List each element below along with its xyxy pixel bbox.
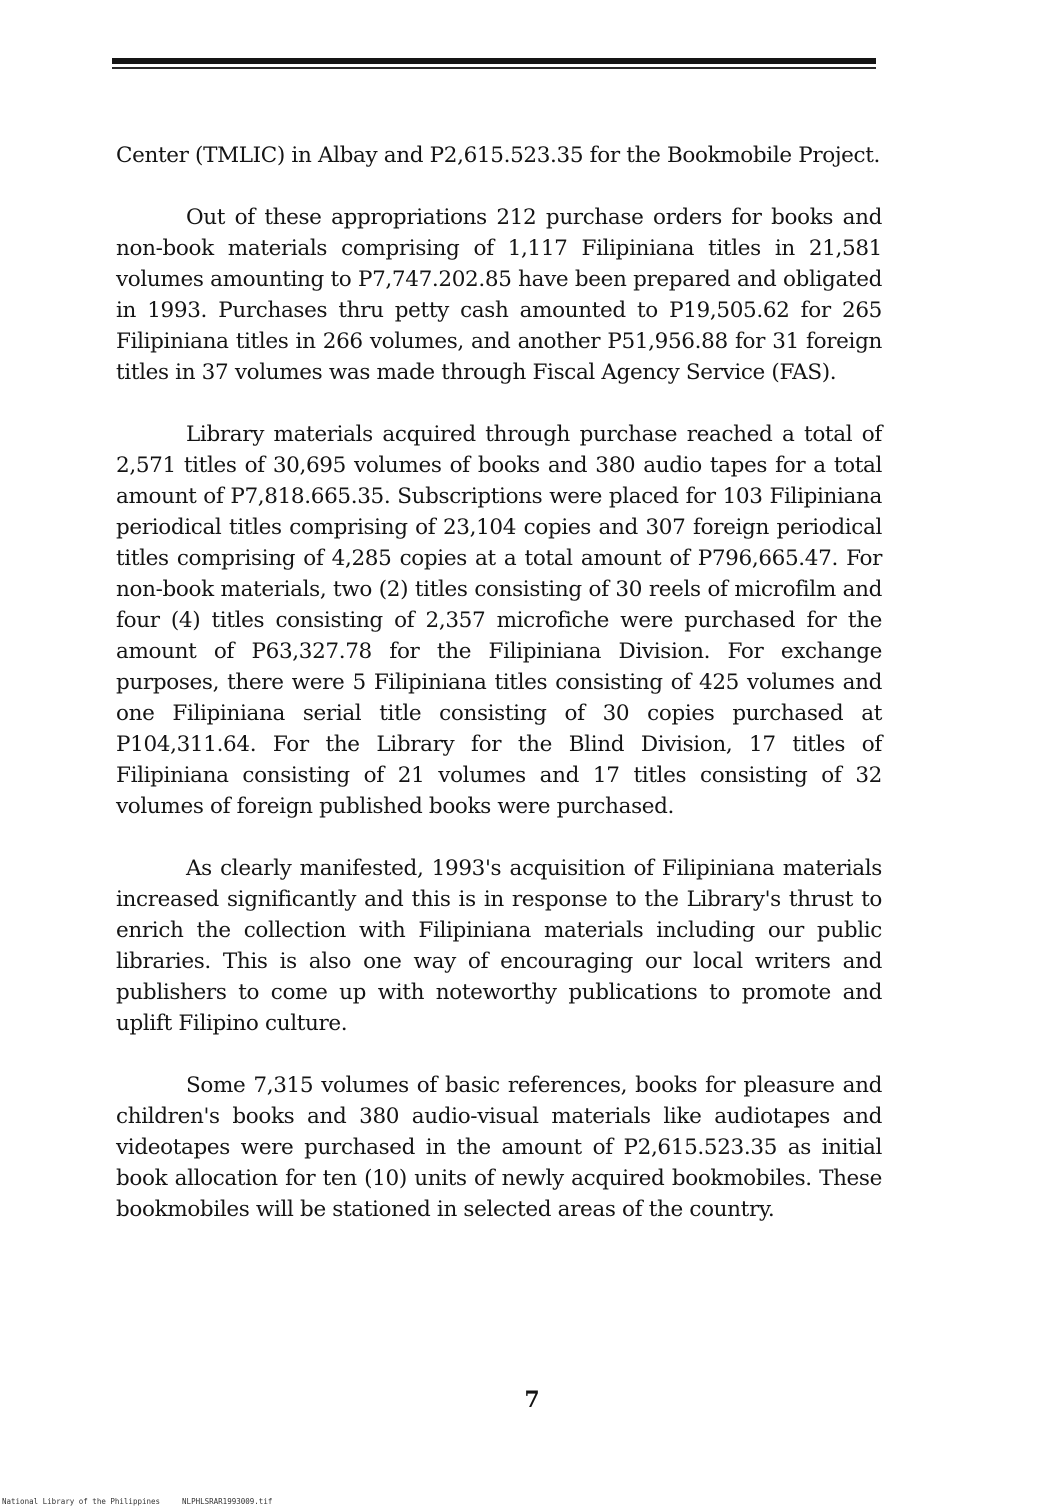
footer-filename: NLPHLSRAR1993009.tif xyxy=(182,1497,273,1506)
paragraph-library-materials: Library materials acquired through purchase reached a total of 2,571 titles of 30,695 volumes of books and 380 audio tapes for a total amount of P7,818.665.35. Subscriptions were placed for 103 Filipiniana periodical titles comprising of 23,104 copies and 307 foreign periodical titles comprising of 4,285 copies at a total amount of P796,665.47. For non-book materials, two (2) titles consisting of 30 reels of microfilm and four (4) titles consisting of 2,357 microfiche were purchased for the amount of P63,327.78 for the Filipiniana Division. For exchange purposes, there were 5 Filipiniana titles consisting of 425 volumes and one Filipiniana serial title consisting of 30 copies purchased at P104,311.64. For the Library for the Blind Division, 17 titles of Filipiniana consisting of 21 volumes and 17 titles consisting of 32 volumes of foreign published books were purchased. xyxy=(116,422,882,819)
paragraph-continuation: Center (TMLIC) in Albay and P2,615.523.35 for the Bookmobile Project. xyxy=(116,143,881,168)
paragraph-filipiniana-acquisition: As clearly manifested, 1993's acquisition of Filipiniana materials increased significantly and this is in response to the Library's thrust to enrich the collection with Filipiniana materials including our public libraries. This is also one way of encouraging our local writers and publishers to come up with noteworthy publications to promote and uplift Filipino culture. xyxy=(116,856,882,1036)
paragraph-bookmobiles: Some 7,315 volumes of basic references, books for pleasure and children's books and 380 audio-visual materials like audiotapes and videotapes were purchased in the amount of P2,615.523.35 as initial book allocation for ten (10) units of newly acquired bookmobiles. These bookmobiles will be stationed in selected areas of the country. xyxy=(116,1073,882,1222)
paragraph-appropriations: Out of these appropriations 212 purchase orders for books and non-book materials comprising of 1,117 Filipiniana titles in 21,581 volumes amounting to P7,747.202.85 have been prepared and obligated in 1993. Purchases thru petty cash amounted to P19,505.62 for 265 Filipiniana titles in 266 volumes, and another P51,956.88 for 31 foreign titles in 37 volumes was made through Fiscal Agency Service (FAS). xyxy=(116,205,882,385)
body-text xyxy=(116,140,882,1256)
footer-source: National Library of the Philippines xyxy=(2,1497,161,1506)
page-number: 7 xyxy=(524,1387,540,1413)
header-rule-thin xyxy=(112,67,876,69)
scan-footer xyxy=(2,1497,272,1506)
header-rule-thick xyxy=(112,58,876,64)
